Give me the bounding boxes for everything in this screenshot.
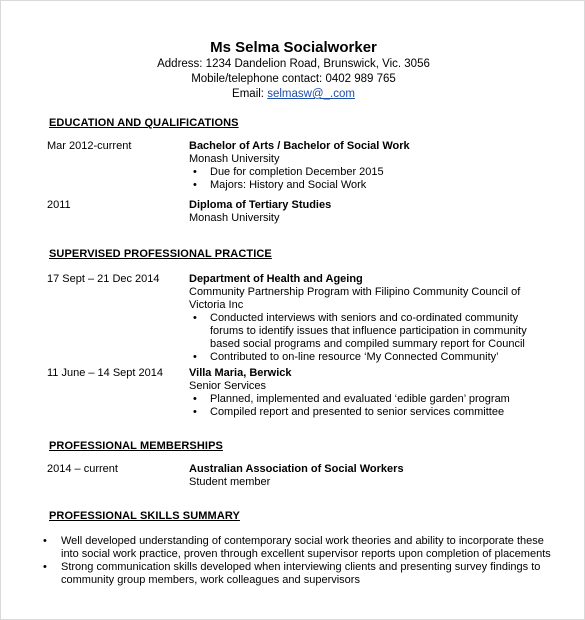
list-item-text: Contributed to on-line resource ‘My Connected Community’ (210, 351, 499, 363)
bullet-dot-icon: • (193, 312, 197, 324)
entry-line: Community Partnership Program with Filipino Community Council of (189, 286, 521, 298)
bullet-dot-icon: • (193, 166, 197, 178)
bullet-dot-icon: • (43, 535, 47, 547)
list-item (189, 179, 534, 192)
entry-date: Mar 2012-current (47, 140, 132, 152)
list-item-text: Strong communication skills developed when interviewing clients and presenting survey findings to community group members, work colleagues and supervisors (61, 561, 541, 586)
list-item-text: Planned, implemented and evaluated ‘edible garden’ program (210, 393, 510, 405)
bullet-list (189, 166, 534, 192)
bullet-list (39, 535, 559, 587)
list-item (189, 351, 534, 364)
phone-line: Mobile/telephone contact: 0402 989 765 (191, 73, 396, 85)
entry-line: Monash University (189, 153, 280, 165)
entry-content (189, 140, 534, 192)
list-item (189, 406, 534, 419)
bullet-dot-icon: • (193, 351, 197, 363)
entry-line: Victoria Inc (189, 299, 244, 311)
list-item-text: Compiled report and presented to senior services committee (210, 406, 505, 418)
list-item-text: Well developed understanding of contemporary social work theories and ability to incorporate these into social work practice, proven through excellent supervisor reports upon completion of placements (61, 535, 551, 560)
resume-header (1, 39, 585, 102)
section-heading-memberships: PROFESSIONAL MEMBERSHIPS (49, 440, 223, 452)
entry-title: Australian Association of Social Workers (189, 463, 404, 475)
list-item-text: Majors: History and Social Work (210, 179, 367, 191)
email-line (1, 87, 585, 102)
entry-line: Monash University (189, 212, 280, 224)
section-heading-practice: SUPERVISED PROFESSIONAL PRACTICE (49, 248, 272, 260)
section-heading-education: EDUCATION AND QUALIFICATIONS (49, 117, 239, 129)
entry-content (189, 463, 534, 489)
skills-summary (39, 535, 559, 587)
entry-line: Senior Services (189, 380, 267, 392)
entry-content (189, 199, 534, 225)
bullet-dot-icon: • (193, 406, 197, 418)
list-item-text: Conducted interviews with seniors and co-ordinated community forums to identify issues that influence participation in community based social programs and compiled summary report for Council (210, 312, 527, 350)
email-link[interactable]: selmasw@_.com (267, 88, 355, 100)
entry-date: 2014 – current (47, 463, 118, 475)
candidate-name: Ms Selma Socialworker (210, 39, 377, 56)
entry-title: Villa Maria, Berwick (189, 367, 292, 379)
section-heading-skills: PROFESSIONAL SKILLS SUMMARY (49, 510, 240, 522)
bullet-dot-icon: • (43, 561, 47, 573)
list-item (189, 166, 534, 179)
list-item-text: Due for completion December 2015 (210, 166, 384, 178)
bullet-list (189, 393, 534, 419)
bullet-dot-icon: • (193, 393, 197, 405)
entry-title: Department of Health and Ageing (189, 273, 363, 285)
bullet-dot-icon: • (193, 179, 197, 191)
entry-date: 17 Sept – 21 Dec 2014 (47, 273, 160, 285)
entry-content (189, 367, 534, 419)
entry-title: Diploma of Tertiary Studies (189, 199, 332, 211)
bullet-list (189, 312, 534, 364)
entry-line: Student member (189, 476, 271, 488)
entry-title: Bachelor of Arts / Bachelor of Social Work (189, 140, 410, 152)
list-item (189, 393, 534, 406)
entry-content (189, 273, 534, 364)
list-item (39, 535, 559, 561)
email-label: Email: (232, 88, 268, 100)
address-line: Address: 1234 Dandelion Road, Brunswick, Vic. 3056 (157, 58, 430, 70)
list-item (189, 312, 534, 351)
list-item (39, 561, 559, 587)
entry-date: 2011 (47, 199, 71, 211)
entry-date: 11 June – 14 Sept 2014 (47, 367, 164, 379)
